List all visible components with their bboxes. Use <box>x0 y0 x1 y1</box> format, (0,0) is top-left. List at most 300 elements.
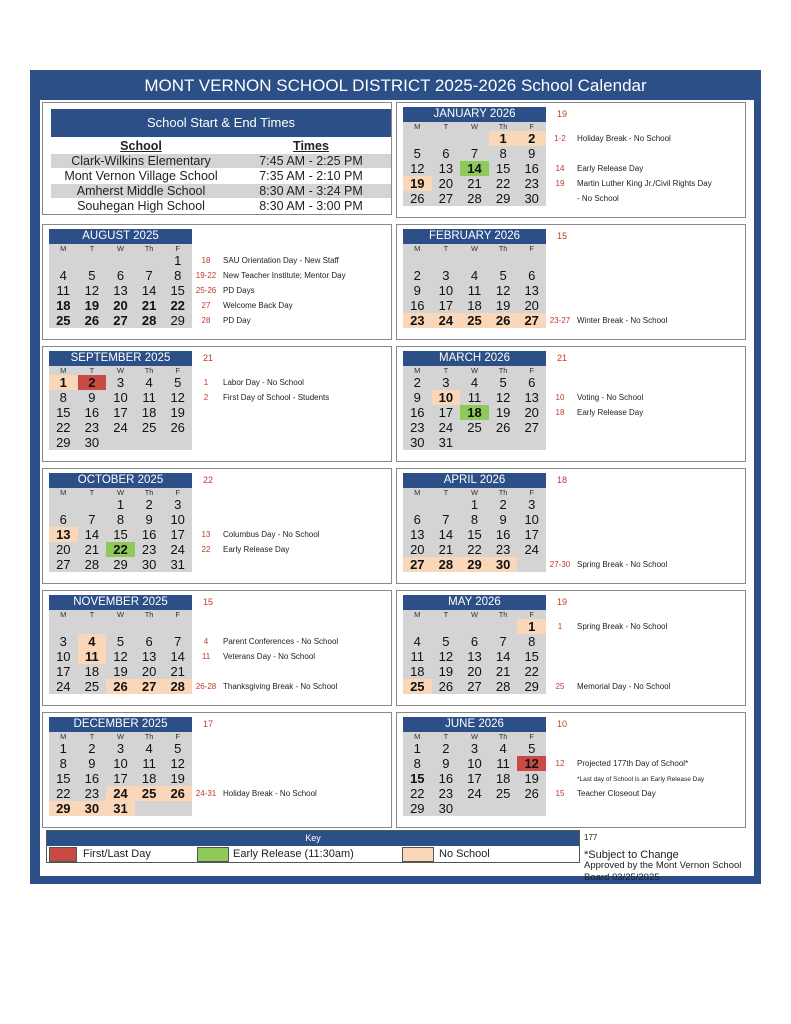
empty-day-cell <box>432 131 461 146</box>
day-cell: 3 <box>528 497 536 512</box>
calendar-event <box>543 163 643 174</box>
empty-day-cell <box>432 253 461 268</box>
day-cell: 14 <box>460 161 489 176</box>
day-cell: 1 <box>49 375 78 390</box>
weekday-label: T <box>443 610 449 619</box>
day-cell: 17 <box>113 405 128 420</box>
empty-day-cell <box>517 557 546 572</box>
day-cell: 11 <box>467 390 482 405</box>
day-cell: 25 <box>467 420 482 435</box>
day-cell: 5 <box>499 375 507 390</box>
empty-day-cell <box>432 497 461 512</box>
event-dates: 11 <box>201 652 211 661</box>
weekday-label: F <box>175 366 180 375</box>
total-days: 177 <box>584 833 598 842</box>
day-cell: 11 <box>410 649 425 664</box>
day-cell: 13 <box>467 649 482 664</box>
event-dates: 1 <box>557 622 563 631</box>
day-cell: 31 <box>438 435 454 450</box>
event-dates: 27 <box>201 301 211 310</box>
day-cell: 9 <box>88 390 96 405</box>
event-description: Parent Conferences - No School <box>223 637 339 646</box>
school-times: 8:30 AM - 3:24 PM <box>259 184 363 198</box>
day-cell: 5 <box>442 634 450 649</box>
day-cell: 25 <box>84 679 100 694</box>
day-cell: 9 <box>499 512 507 527</box>
school-row <box>51 184 391 198</box>
day-cell: 19 <box>403 176 432 191</box>
month-calendar <box>403 351 546 450</box>
empty-day-cell <box>517 435 546 450</box>
event-dates: 19-22 <box>195 271 217 280</box>
event-description: Martin Luther King Jr./Civil Rights Day <box>577 179 712 188</box>
day-cell: 3 <box>59 634 67 649</box>
empty-day-cell <box>403 131 432 146</box>
day-cell: 10 <box>432 390 461 405</box>
school-times-heading: School Start & End Times <box>51 109 391 137</box>
weekday-label: M <box>60 732 67 741</box>
month-grid <box>49 244 192 328</box>
month-box <box>396 590 746 706</box>
empty-day-cell <box>78 253 107 268</box>
day-cell: 4 <box>145 375 153 390</box>
empty-day-cell <box>460 619 489 634</box>
weekday-label: F <box>529 244 534 253</box>
day-cell: 13 <box>410 527 425 542</box>
weekday-label: T <box>443 366 449 375</box>
weekday-label: M <box>414 732 421 741</box>
calendar-event <box>577 773 704 785</box>
day-cell: 30 <box>410 435 425 450</box>
weekday-label: W <box>470 488 479 497</box>
day-cell: 21 <box>170 664 185 679</box>
month-calendar <box>49 473 192 572</box>
day-cell: 10 <box>524 512 539 527</box>
day-cell: 29 <box>410 801 425 816</box>
weekday-label: F <box>529 366 534 375</box>
event-description: Winter Break - No School <box>577 316 668 325</box>
school-day-count: 21 <box>557 353 568 363</box>
month-box <box>396 712 746 828</box>
subject-to-change: *Subject to Change <box>584 849 679 861</box>
day-cell: 18 <box>467 298 482 313</box>
day-cell: 27 <box>403 557 432 572</box>
day-cell: 29 <box>113 557 128 572</box>
day-cell: 22 <box>56 420 71 435</box>
day-cell: 6 <box>116 268 125 283</box>
day-cell: 3 <box>442 375 450 390</box>
day-cell: 22 <box>56 786 71 801</box>
day-cell: 8 <box>59 756 67 771</box>
weekday-label: M <box>60 366 67 375</box>
weekday-label: F <box>175 732 180 741</box>
day-cell: 6 <box>145 634 153 649</box>
day-cell: 26 <box>163 786 192 801</box>
month-name: SEPTEMBER 2025 <box>49 351 192 366</box>
empty-day-cell <box>403 497 432 512</box>
weekday-label: M <box>414 610 421 619</box>
weekday-label: M <box>414 122 421 131</box>
day-cell: 29 <box>49 801 78 816</box>
day-cell: 24 <box>432 313 461 328</box>
weekday-label: F <box>529 122 534 131</box>
event-description: - No School <box>577 194 619 203</box>
empty-day-cell <box>432 619 461 634</box>
day-cell: 12 <box>113 649 128 664</box>
event-description: Memorial Day - No School <box>577 682 671 691</box>
empty-day-cell <box>489 435 518 450</box>
calendar-event <box>189 681 337 692</box>
school-times-header-row <box>51 139 391 153</box>
school-day-count: 15 <box>203 597 214 607</box>
day-cell: 31 <box>106 801 135 816</box>
day-cell: 4 <box>59 268 67 283</box>
weekday-label: W <box>470 244 479 253</box>
day-cell: 4 <box>78 634 107 649</box>
day-cell: 13 <box>49 527 78 542</box>
day-cell: 3 <box>174 497 182 512</box>
day-cell: 16 <box>438 771 454 786</box>
day-cell: 1 <box>517 619 546 634</box>
calendar-event <box>543 407 643 418</box>
day-cell: 15 <box>113 527 128 542</box>
day-cell: 30 <box>84 435 100 450</box>
day-cell: 7 <box>499 634 507 649</box>
day-cell: 19 <box>524 771 539 786</box>
empty-day-cell <box>163 435 192 450</box>
month-grid <box>49 610 192 694</box>
day-cell: 23 <box>403 313 432 328</box>
event-dates: 10 <box>555 393 565 402</box>
calendar-event <box>189 392 329 403</box>
day-cell: 24 <box>438 420 454 435</box>
day-cell: 11 <box>78 649 107 664</box>
school-row <box>51 199 391 213</box>
day-cell: 5 <box>88 268 96 283</box>
month-box <box>396 224 746 340</box>
event-dates: 1 <box>203 378 209 387</box>
day-cell: 21 <box>495 664 511 679</box>
event-dates: 19 <box>555 179 565 188</box>
day-cell: 22 <box>467 542 482 557</box>
school-day-count: 21 <box>203 353 214 363</box>
event-dates: 12 <box>555 759 565 768</box>
school-times: 7:45 AM - 2:25 PM <box>259 154 363 168</box>
day-cell: 14 <box>141 283 157 298</box>
school-day-count: 22 <box>203 475 214 485</box>
month-box <box>42 468 392 584</box>
month-grid <box>403 610 546 694</box>
day-cell: 27 <box>438 191 454 206</box>
day-cell: 15 <box>56 405 71 420</box>
day-cell: 26 <box>106 679 135 694</box>
month-box <box>396 346 746 462</box>
calendar-event <box>189 544 289 555</box>
empty-day-cell <box>403 253 432 268</box>
month-name: OCTOBER 2025 <box>49 473 192 488</box>
calendar-event <box>189 788 317 799</box>
day-cell: 15 <box>524 649 539 664</box>
day-cell: 28 <box>141 313 157 328</box>
day-cell: 13 <box>524 283 539 298</box>
school-name: Souhegan High School <box>77 199 205 213</box>
day-cell: 1 <box>116 497 125 512</box>
day-cell: 19 <box>84 298 100 313</box>
day-cell: 8 <box>470 512 479 527</box>
empty-day-cell <box>460 253 489 268</box>
day-cell: 5 <box>174 375 182 390</box>
day-cell: 2 <box>442 741 450 756</box>
month-grid <box>49 732 192 816</box>
event-description: Veterans Day - No School <box>223 652 316 661</box>
day-cell: 27 <box>467 679 482 694</box>
weekday-label: M <box>60 244 67 253</box>
calendar-event <box>543 758 688 769</box>
event-description: Voting - No School <box>577 393 644 402</box>
weekday-label: M <box>60 610 67 619</box>
day-cell: 22 <box>170 298 185 313</box>
day-cell: 8 <box>413 756 421 771</box>
event-description: PD Days <box>223 286 255 295</box>
day-cell: 3 <box>116 375 125 390</box>
day-cell: 4 <box>470 268 479 283</box>
school-column-header: School <box>120 139 162 153</box>
empty-day-cell <box>78 497 107 512</box>
day-cell: 10 <box>438 283 454 298</box>
calendar-event <box>189 300 293 311</box>
day-cell: 5 <box>116 634 125 649</box>
times-column-header: Times <box>293 139 329 153</box>
month-grid <box>403 732 546 816</box>
school-name: Clark-Wilkins Elementary <box>71 154 211 168</box>
event-dates: 27-30 <box>549 560 571 569</box>
event-description: Columbus Day - No School <box>223 530 320 539</box>
day-cell: 16 <box>141 527 157 542</box>
weekday-label: Th <box>498 366 508 375</box>
calendar-event <box>189 651 315 662</box>
month-grid <box>49 366 192 450</box>
day-cell: 2 <box>78 375 107 390</box>
calendar-event <box>577 193 619 204</box>
day-cell: 26 <box>495 420 511 435</box>
day-cell: 25 <box>56 313 71 328</box>
day-cell: 29 <box>495 191 511 206</box>
day-cell: 19 <box>170 771 185 786</box>
weekday-label: Th <box>144 244 154 253</box>
weekday-label: M <box>60 488 67 497</box>
event-description: Thanksgiving Break - No School <box>223 682 338 691</box>
empty-day-cell <box>49 619 78 634</box>
day-cell: 18 <box>56 298 71 313</box>
day-cell: 2 <box>413 375 421 390</box>
event-dates: 22 <box>201 545 211 554</box>
key-heading: Key <box>47 831 579 846</box>
day-cell: 18 <box>495 771 511 786</box>
day-cell: 9 <box>528 146 536 161</box>
day-cell: 21 <box>141 298 157 313</box>
school-name: Amherst Middle School <box>76 184 206 198</box>
weekday-label: T <box>89 244 95 253</box>
day-cell: 12 <box>410 161 425 176</box>
day-cell: 23 <box>438 786 454 801</box>
weekday-label: Th <box>144 610 154 619</box>
day-cell: 1 <box>413 741 421 756</box>
day-cell: 19 <box>495 298 511 313</box>
event-description: Welcome Back Day <box>223 301 293 310</box>
month-box <box>42 712 392 828</box>
day-cell: 12 <box>170 756 185 771</box>
empty-day-cell <box>106 435 135 450</box>
day-cell: 1 <box>489 131 518 146</box>
calendar-event <box>189 270 346 281</box>
month-calendar <box>49 351 192 450</box>
day-cell: 22 <box>495 176 511 191</box>
day-cell: 17 <box>438 298 454 313</box>
day-cell: 14 <box>495 649 511 664</box>
day-cell: 11 <box>56 283 71 298</box>
weekday-label: W <box>116 488 125 497</box>
day-cell: 6 <box>528 375 536 390</box>
day-cell: 20 <box>56 542 71 557</box>
day-cell: 19 <box>113 664 128 679</box>
event-dates: 28 <box>201 316 211 325</box>
weekday-label: T <box>89 732 95 741</box>
day-cell: 2 <box>413 268 421 283</box>
day-cell: 24 <box>170 542 185 557</box>
weekday-label: W <box>470 732 479 741</box>
day-cell: 20 <box>524 405 539 420</box>
day-cell: 19 <box>495 405 511 420</box>
day-cell: 8 <box>116 512 125 527</box>
day-cell: 16 <box>84 405 100 420</box>
day-cell: 26 <box>170 420 185 435</box>
calendar-event <box>189 255 339 266</box>
day-cell: 15 <box>56 771 71 786</box>
day-cell: 26 <box>524 786 539 801</box>
day-cell: 29 <box>56 435 71 450</box>
day-cell: 12 <box>495 390 511 405</box>
school-day-count: 15 <box>557 231 568 241</box>
weekday-label: M <box>414 488 421 497</box>
day-cell: 20 <box>113 298 128 313</box>
weekday-label: W <box>116 732 125 741</box>
event-dates: 24-31 <box>195 789 217 798</box>
day-cell: 16 <box>410 298 425 313</box>
day-cell: 21 <box>467 176 482 191</box>
calendar-event <box>543 681 670 692</box>
weekday-label: T <box>89 488 95 497</box>
day-cell: 28 <box>495 679 511 694</box>
empty-day-cell <box>489 801 518 816</box>
school-row <box>51 154 391 168</box>
month-box <box>396 468 746 584</box>
event-dates: 26-28 <box>195 682 217 691</box>
day-cell: 27 <box>135 679 164 694</box>
board-approval: Approved by the Mont Vernon School Board 03/25/2025 <box>584 860 742 883</box>
month-name: FEBRUARY 2026 <box>403 229 546 244</box>
day-cell: 11 <box>142 756 156 771</box>
day-cell: 3 <box>442 268 450 283</box>
day-cell: 27 <box>56 557 71 572</box>
day-cell: 26 <box>84 313 100 328</box>
day-cell: 19 <box>170 405 185 420</box>
day-cell: 7 <box>145 268 153 283</box>
day-cell: 30 <box>141 557 157 572</box>
weekday-label: W <box>116 366 125 375</box>
day-cell: 15 <box>410 771 425 786</box>
event-description: *Last day of School is an Early Release Day <box>577 776 705 783</box>
calendar-event <box>543 133 671 144</box>
day-cell: 13 <box>438 161 454 176</box>
day-cell: 21 <box>84 542 100 557</box>
event-dates: 15 <box>555 789 565 798</box>
empty-day-cell <box>489 619 518 634</box>
event-description: Early Release Day <box>577 164 644 173</box>
empty-day-cell <box>489 253 518 268</box>
day-cell: 16 <box>495 527 511 542</box>
day-cell: 17 <box>524 527 539 542</box>
first-last-swatch <box>49 847 77 862</box>
day-cell: 15 <box>467 527 482 542</box>
weekday-label: Th <box>498 610 508 619</box>
day-cell: 9 <box>413 283 421 298</box>
event-description: Early Release Day <box>577 408 644 417</box>
day-cell: 13 <box>524 390 539 405</box>
empty-day-cell <box>460 131 489 146</box>
day-cell: 28 <box>163 679 192 694</box>
month-box <box>396 102 746 218</box>
day-cell: 30 <box>438 801 454 816</box>
school-name: Mont Vernon Village School <box>64 169 218 183</box>
event-dates: 18 <box>201 256 211 265</box>
day-cell: 9 <box>88 756 96 771</box>
day-cell: 13 <box>113 283 128 298</box>
day-cell: 27 <box>524 420 539 435</box>
calendar-event <box>543 788 656 799</box>
day-cell: 5 <box>528 741 536 756</box>
calendar-panel <box>40 100 754 883</box>
event-dates: 13 <box>201 530 211 539</box>
calendar-event <box>543 559 667 570</box>
day-cell: 23 <box>141 542 157 557</box>
school-day-count: 10 <box>557 719 568 729</box>
day-cell: 14 <box>170 649 185 664</box>
month-box <box>42 224 392 340</box>
day-cell: 17 <box>438 405 454 420</box>
weekday-label: Th <box>144 488 154 497</box>
weekday-label: F <box>175 244 180 253</box>
day-cell: 26 <box>489 313 518 328</box>
month-box <box>42 346 392 462</box>
early-release-label: Early Release (11:30am) <box>233 848 354 860</box>
event-dates: 4 <box>203 637 209 646</box>
event-description: Teacher Closeout Day <box>577 789 656 798</box>
weekday-label: T <box>443 122 449 131</box>
school-times-box <box>42 102 392 215</box>
day-cell: 10 <box>113 390 128 405</box>
weekday-label: T <box>443 732 449 741</box>
month-name: AUGUST 2025 <box>49 229 192 244</box>
month-calendar <box>403 595 546 694</box>
day-cell: 24 <box>113 420 128 435</box>
day-cell: 18 <box>141 771 157 786</box>
month-calendar <box>403 107 546 206</box>
day-cell: 12 <box>170 390 185 405</box>
event-description: Projected 177th Day of School* <box>577 759 689 768</box>
day-cell: 5 <box>499 268 507 283</box>
day-cell: 16 <box>524 161 539 176</box>
day-cell: 24 <box>524 542 539 557</box>
